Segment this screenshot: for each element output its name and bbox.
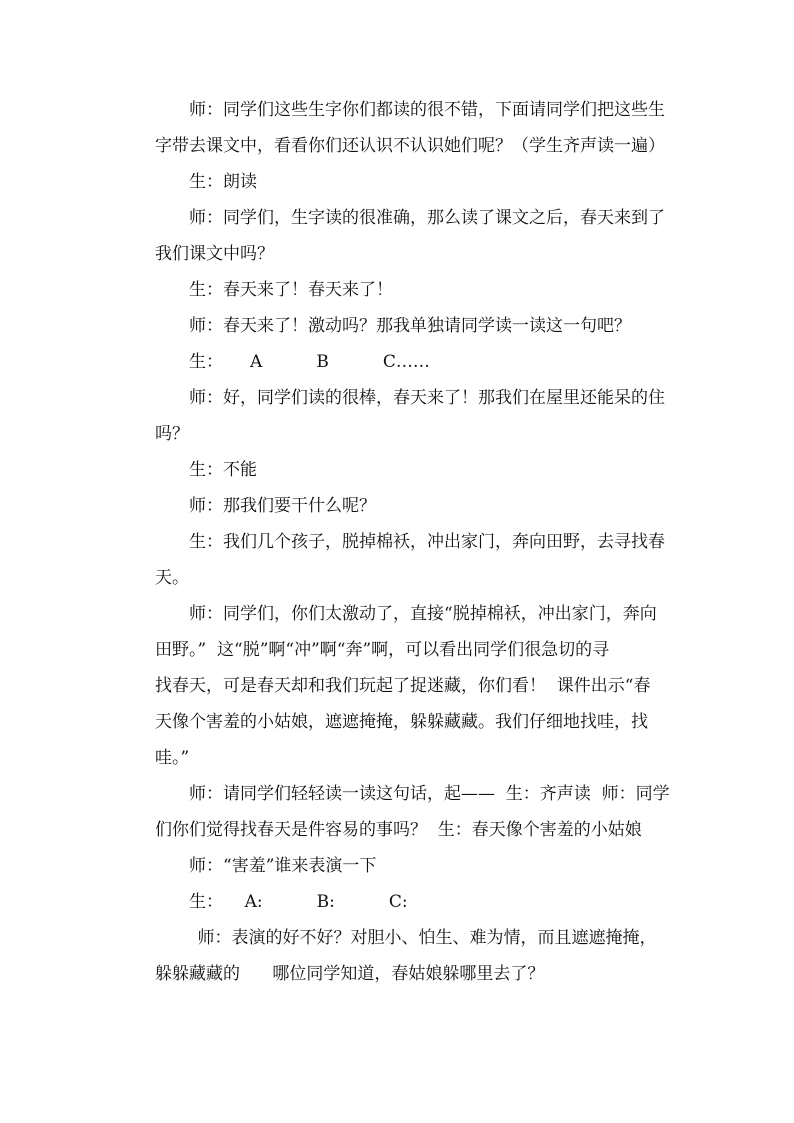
text-line: 田野。” 这“脱”啊“冲”啊“奔”啊，可以看出同学们很急切的寻 xyxy=(155,640,610,660)
paragraph-14 xyxy=(121,884,691,920)
paragraph-9 xyxy=(121,488,691,524)
text-line: 师：“害羞”谁来表演一下 xyxy=(189,856,377,876)
text-line: 生：朗读 xyxy=(189,172,257,192)
text-line: 师：同学们，生字读的很准确，那么读了课文之后，春天来到了 xyxy=(189,208,665,228)
text-line: 哇。” xyxy=(155,748,190,768)
paragraph-10 xyxy=(121,524,691,596)
text-line: 师：好，同学们读的很棒，春天来了！那我们在屋里还能呆的住 xyxy=(189,388,665,408)
text-line: 字带去课文中，看看你们还认识不认识她们呢？（学生齐声读一遍） xyxy=(155,136,665,156)
paragraph-3 xyxy=(121,200,691,272)
text-line: 我们课文中吗？ xyxy=(155,244,274,264)
document-body xyxy=(121,92,691,992)
text-line: 天像个害羞的小姑娘，遮遮掩掩，躲躲藏藏。我们仔细地找哇，找 xyxy=(155,712,648,732)
text-line: 找春天，可是春天却和我们玩起了捉迷藏，你们看！ 课件出示“春 xyxy=(155,676,651,696)
text-line: 师：表演的好不好？对胆小、怕生、难为情，而且遮遮掩掩， xyxy=(197,928,657,948)
text-line: 生：春天来了！春天来了！ xyxy=(189,280,393,300)
text-line: 生：不能 xyxy=(189,460,257,480)
paragraph-4 xyxy=(121,272,691,308)
text-line: 师：同学们，你们太激动了，直接“脱掉棉袄，冲出家门，奔向 xyxy=(189,604,657,624)
paragraph-6 xyxy=(121,344,691,380)
text-line: 师：请同学们轻轻读一读这句话，起—— 生：齐声读 师：同学 xyxy=(189,784,670,804)
paragraph-15 xyxy=(121,920,691,992)
text-line: 天。 xyxy=(155,568,189,588)
paragraph-11 xyxy=(121,596,691,776)
paragraph-13 xyxy=(121,848,691,884)
paragraph-7 xyxy=(121,380,691,452)
paragraph-8 xyxy=(121,452,691,488)
paragraph-5 xyxy=(121,308,691,344)
text-line: 们你们觉得找春天是件容易的事吗？ 生：春天像个害羞的小姑娘 xyxy=(155,820,642,840)
paragraph-2 xyxy=(121,164,691,200)
text-line: 生：我们几个孩子，脱掉棉袄，冲出家门，奔向田野，去寻找春 xyxy=(189,532,665,552)
paragraph-1 xyxy=(121,92,691,164)
text-line: 生： A B C…… xyxy=(189,352,430,372)
text-line: 生： A: B: C: xyxy=(189,892,408,912)
text-line: 吗？ xyxy=(155,424,189,444)
text-line: 躲躲藏藏的 哪位同学知道，春姑娘躲哪里去了？ xyxy=(155,964,545,984)
text-line: 师：同学们这些生字你们都读的很不错，下面请同学们把这些生 xyxy=(189,100,665,120)
paragraph-12 xyxy=(121,776,691,848)
text-line: 师：那我们要干什么呢？ xyxy=(189,496,376,516)
text-line: 师：春天来了！激动吗？那我单独请同学读一读这一句吧？ xyxy=(189,316,631,336)
